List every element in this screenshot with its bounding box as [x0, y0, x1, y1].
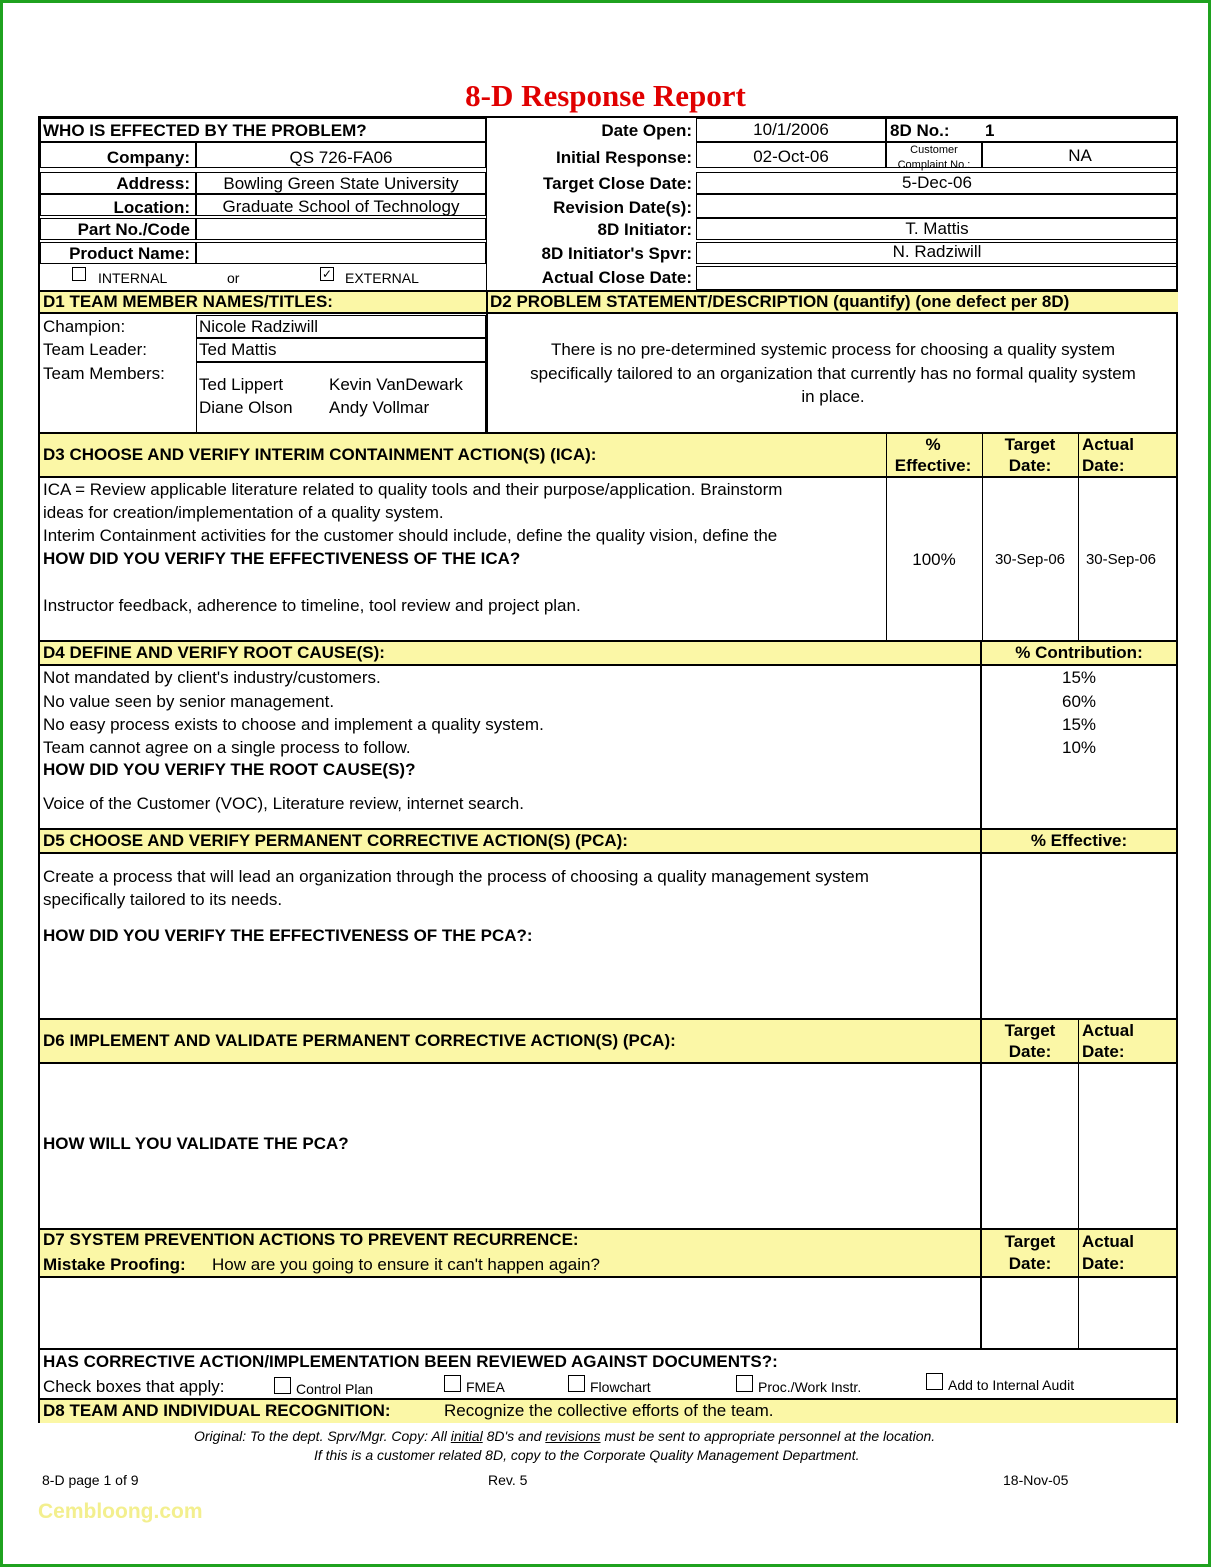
part-label: Part No./Code — [77, 220, 190, 239]
review-check-label: Check boxes that apply: — [43, 1377, 225, 1396]
d6-col-actual-2: Date: — [1082, 1042, 1125, 1061]
control-plan-checkbox[interactable] — [274, 1377, 291, 1394]
cause-2: No value seen by senior management. — [43, 692, 335, 711]
d4-heading: D4 DEFINE AND VERIFY ROOT CAUSE(S): — [43, 643, 385, 662]
footer-date: 18-Nov-05 — [1003, 1472, 1069, 1488]
part-field[interactable] — [196, 218, 486, 240]
address-label: Address: — [116, 174, 190, 193]
d3-line-3: Interim Containment activities for the customer should include, define the quality vision, define the — [43, 526, 778, 545]
cause-1-pct: 15% — [1061, 668, 1097, 687]
champion-label: Champion: — [43, 317, 126, 336]
d7-mistake-text: How are you going to ensure it can't happen again? — [212, 1255, 600, 1274]
d6-col-target-2: Date: — [1008, 1042, 1052, 1061]
initiator-spvr-value: N. Radziwill — [892, 242, 982, 261]
revision-field[interactable] — [696, 194, 1178, 218]
d3-col-target-1: Target — [1004, 435, 1056, 454]
initiator-label: 8D Initiator: — [597, 220, 692, 239]
d7-col-divider-2 — [1078, 1228, 1079, 1348]
d2-line-1: There is no pre-determined systemic process for choosing a quality system — [550, 340, 1116, 359]
leader-label: Team Leader: — [43, 340, 147, 359]
cause-3: No easy process exists to choose and implement a quality system. — [43, 715, 544, 734]
internal-audit-checkbox[interactable] — [926, 1373, 943, 1390]
d6-col-divider-1 — [980, 1018, 982, 1228]
revision-label: Revision Date(s): — [553, 198, 692, 217]
d3-col-divider-2 — [982, 432, 983, 640]
d4-contribution-label: % Contribution: — [1015, 643, 1143, 662]
cause-1: Not mandated by client's industry/customers. — [43, 668, 381, 687]
eightd-no-value[interactable]: 1 — [985, 121, 995, 140]
proc-work-instr-label: Proc./Work Instr. — [758, 1379, 862, 1395]
leader-value: Ted Mattis — [199, 340, 277, 359]
date-open-label: Date Open: — [601, 121, 692, 140]
product-field[interactable] — [196, 242, 486, 264]
company-value: QS 726-FA06 — [289, 148, 393, 167]
member-4: Andy Vollmar — [329, 398, 430, 417]
internal-audit-label: Add to Internal Audit — [948, 1377, 1075, 1393]
d3-col-target-2: Date: — [1008, 456, 1052, 475]
watermark: Cembloong.com — [38, 1500, 203, 1523]
external-label: EXTERNAL — [345, 270, 419, 286]
who-label: WHO IS EFFECTED BY THE PROBLEM? — [43, 121, 367, 140]
target-close-label: Target Close Date: — [543, 174, 692, 193]
member-2: Kevin VanDewark — [329, 375, 463, 394]
d3-col-effective-2: Effective: — [894, 456, 972, 475]
footer-line-2: If this is a customer related 8D, copy to the Corporate Quality Management Department. — [314, 1447, 860, 1463]
footer-initial: initial — [450, 1428, 483, 1444]
eightd-no-label: 8D No.: — [890, 121, 950, 140]
member-1: Ted Lippert — [199, 375, 284, 394]
location-label: Location: — [113, 198, 190, 217]
d7-col-actual-2: Date: — [1082, 1254, 1125, 1273]
d4-verify-text: Voice of the Customer (VOC), Literature review, internet search. — [43, 794, 524, 813]
report-form — [38, 116, 1178, 1423]
initiator-value: T. Mattis — [905, 219, 969, 238]
or-label: or — [227, 270, 240, 286]
d3-col-divider-1 — [886, 432, 887, 640]
d3-verify-text: Instructor feedback, adherence to timeline, tool review and project plan. — [43, 596, 581, 615]
members-label: Team Members: — [43, 364, 165, 383]
d6-validate-heading: HOW WILL YOU VALIDATE THE PCA? — [43, 1134, 349, 1153]
footer-line-1-c: must be sent to appropriate personnel at the location. — [604, 1428, 936, 1444]
initiator-spvr-label: 8D Initiator's Spvr: — [541, 244, 692, 263]
cause-4-pct: 10% — [1061, 738, 1097, 757]
flowchart-checkbox[interactable] — [568, 1375, 585, 1392]
d7-col-target-2: Date: — [1008, 1254, 1052, 1273]
d3-effective-value: 100% — [912, 550, 956, 569]
customer-complaint-label-2: Complaint No.: — [897, 159, 971, 171]
footer-line-1 — [194, 1428, 935, 1444]
review-heading: HAS CORRECTIVE ACTION/IMPLEMENTATION BEEN REVIEWED AGAINST DOCUMENTS?: — [43, 1352, 778, 1371]
proc-work-instr-checkbox[interactable] — [736, 1375, 753, 1392]
d5-line-1: Create a process that will lead an organization through the process of choosing a quality management system — [43, 867, 869, 886]
d4-verify-heading: HOW DID YOU VERIFY THE ROOT CAUSE(S)? — [43, 760, 416, 779]
d5-col-divider — [980, 828, 982, 1018]
fmea-label: FMEA — [466, 1379, 505, 1395]
d3-verify-heading: HOW DID YOU VERIFY THE EFFECTIVENESS OF THE ICA? — [43, 549, 521, 568]
d5-verify-heading: HOW DID YOU VERIFY THE EFFECTIVENESS OF THE PCA?: — [43, 926, 533, 945]
flowchart-label: Flowchart — [590, 1379, 651, 1395]
footer-page: 8-D page 1 of 9 — [42, 1472, 139, 1488]
d3-col-actual-1: Actual — [1082, 435, 1134, 454]
fmea-checkbox[interactable] — [444, 1375, 461, 1392]
d8-heading: D8 TEAM AND INDIVIDUAL RECOGNITION: — [43, 1401, 391, 1420]
d3-line-1: ICA = Review applicable literature related to quality tools and their purpose/application. Brainstorm — [43, 480, 783, 499]
d5-heading: D5 CHOOSE AND VERIFY PERMANENT CORRECTIVE ACTION(S) (PCA): — [43, 831, 628, 850]
customer-complaint-value: NA — [1068, 146, 1092, 165]
cause-4: Team cannot agree on a single process to follow. — [43, 738, 411, 757]
member-3: Diane Olson — [199, 398, 293, 417]
product-label: Product Name: — [69, 244, 190, 263]
d2-line-3: in place. — [801, 387, 865, 406]
target-close-value: 5-Dec-06 — [902, 173, 972, 192]
d8-text: Recognize the collective efforts of the team. — [444, 1401, 774, 1420]
d1-heading: D1 TEAM MEMBER NAMES/TITLES: — [43, 292, 333, 311]
d6-col-actual-1: Actual — [1082, 1021, 1134, 1040]
initial-response-value: 02-Oct-06 — [753, 147, 829, 166]
members-field[interactable] — [196, 362, 486, 432]
external-checkbox[interactable] — [320, 267, 334, 281]
footer-rev: Rev. 5 — [488, 1472, 528, 1488]
d2-line-2: specifically tailored to an organization that currently has no formal quality system — [530, 364, 1136, 383]
d3-col-effective-1: % — [925, 435, 941, 454]
initial-response-label: Initial Response: — [555, 148, 692, 167]
d3-line-2: ideas for creation/implementation of a quality system. — [43, 503, 444, 522]
control-plan-label: Control Plan — [296, 1381, 374, 1397]
customer-complaint-label-1: Customer — [910, 144, 958, 156]
d6-heading: D6 IMPLEMENT AND VALIDATE PERMANENT CORRECTIVE ACTION(S) (PCA): — [43, 1031, 676, 1050]
footer-line-1-a: Original: To the dept. Sprv/Mgr. Copy: All — [194, 1428, 447, 1444]
d5-effective-label: % Effective: — [1030, 831, 1128, 850]
footer-revisions: revisions — [545, 1428, 601, 1444]
d5-line-2: specifically tailored to its needs. — [43, 890, 283, 909]
d7-col-actual-1: Actual — [1082, 1232, 1134, 1251]
champion-value: Nicole Radziwill — [199, 317, 319, 336]
cause-3-pct: 15% — [1061, 715, 1097, 734]
internal-label: INTERNAL — [98, 270, 168, 286]
internal-checkbox[interactable] — [72, 267, 86, 281]
d7-col-target-1: Target — [1004, 1232, 1056, 1251]
location-value: Graduate School of Technology — [222, 197, 460, 216]
d3-target-date: 30-Sep-06 — [994, 551, 1066, 568]
d7-mistake-label: Mistake Proofing: — [43, 1255, 186, 1274]
check-icon: ✓ — [321, 267, 333, 281]
d2-heading: D2 PROBLEM STATEMENT/DESCRIPTION (quantify) (one defect per 8D) — [490, 292, 1070, 311]
date-open-value: 10/1/2006 — [753, 120, 829, 139]
address-value: Bowling Green State University — [223, 174, 459, 193]
d7-heading: D7 SYSTEM PREVENTION ACTIONS TO PREVENT RECURRENCE: — [43, 1230, 579, 1249]
footer-line-1-b: 8D's and — [486, 1428, 542, 1444]
review-top-rule — [40, 1348, 1176, 1350]
page-title: 8-D Response Report — [465, 78, 746, 113]
actual-close-field[interactable] — [696, 266, 1178, 290]
d3-col-divider-3 — [1078, 432, 1079, 640]
company-label: Company: — [106, 148, 190, 167]
d6-col-divider-2 — [1078, 1018, 1079, 1228]
cause-2-pct: 60% — [1061, 692, 1097, 711]
d3-col-actual-2: Date: — [1082, 456, 1125, 475]
d3-actual-date: 30-Sep-06 — [1085, 551, 1157, 568]
actual-close-label: Actual Close Date: — [541, 268, 692, 287]
d6-col-target-1: Target — [1004, 1021, 1056, 1040]
d3-heading: D3 CHOOSE AND VERIFY INTERIM CONTAINMENT ACTION(S) (ICA): — [43, 445, 597, 464]
d7-col-divider-1 — [980, 1228, 982, 1348]
